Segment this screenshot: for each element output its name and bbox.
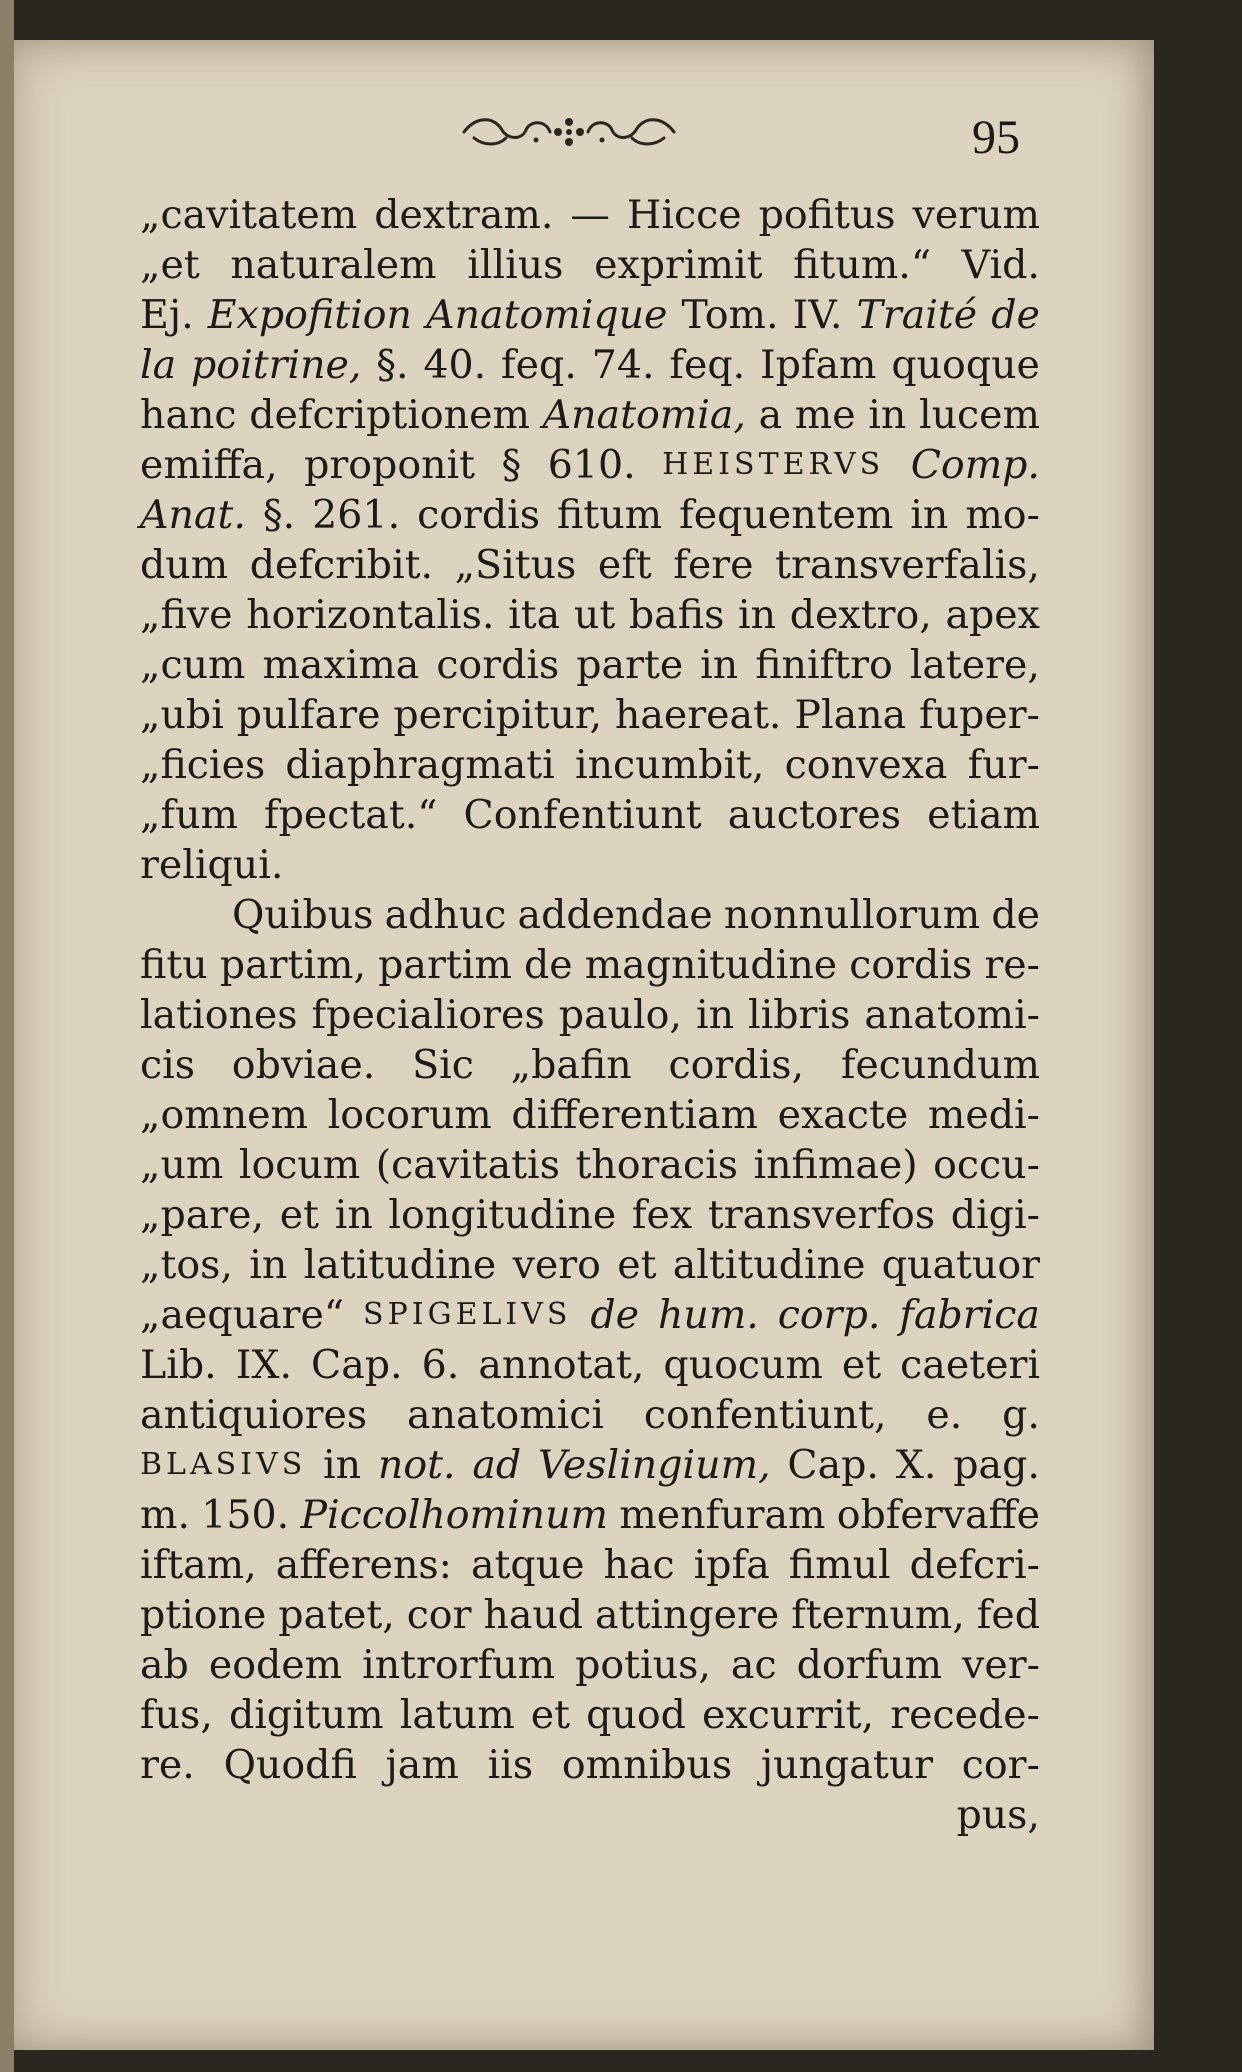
text-word: „pare, [140, 1192, 265, 1238]
text-word: infimae) [753, 1142, 918, 1188]
text-word: ad [472, 1442, 522, 1488]
text-word: „fum [140, 792, 238, 838]
text-word: etiam [927, 792, 1040, 838]
text-word: hum. [657, 1292, 759, 1338]
text-word: ipfa [693, 1542, 770, 1588]
text-word: jam [385, 1742, 459, 1788]
text-word: fus, [140, 1692, 213, 1738]
text-word: pus, [956, 1792, 1040, 1838]
text-word: eft [597, 542, 652, 588]
text-word: obviae. [231, 1042, 376, 1088]
body-text [140, 190, 1040, 1840]
text-word: occu- [933, 1142, 1040, 1188]
text-word: haereat. [614, 692, 782, 738]
text-word: IV. [792, 292, 843, 338]
text-word: jungatur [760, 1742, 934, 1788]
text-word: §. [376, 342, 409, 388]
text-word: Ej. [140, 292, 194, 338]
text-word: paulo, [558, 992, 682, 1038]
text-word: pofitus [758, 192, 896, 238]
text-word: altitudine [672, 1242, 866, 1288]
text-word: 150. [201, 1492, 290, 1538]
text-word: magnitudine [584, 942, 838, 988]
text-word: introrfum [362, 1642, 556, 1688]
text-word: omnibus [561, 1742, 733, 1788]
text-word: digi- [950, 1192, 1040, 1238]
text-word: fimul [788, 1542, 891, 1588]
text-word: a [758, 392, 783, 438]
text-word: fitum.“ [793, 242, 932, 288]
text-word: recede- [890, 1692, 1040, 1738]
text-word: parte [576, 642, 684, 688]
text-line [140, 440, 1040, 490]
text-word: latum [399, 1692, 515, 1738]
text-word: exacte [777, 1092, 909, 1138]
text-line [140, 1590, 1040, 1640]
book-gutter [0, 0, 14, 2072]
text-word: digitum [229, 1692, 384, 1738]
text-word: hac [603, 1542, 675, 1588]
text-word: Ipfam [760, 342, 877, 388]
text-word: Plana [794, 692, 907, 738]
text-word: Quibus [232, 892, 374, 938]
text-word: cordis [417, 492, 541, 538]
text-word: convexa [784, 742, 948, 788]
text-word: de [523, 942, 573, 988]
text-word: atque [470, 1542, 585, 1588]
text-line [140, 1190, 1040, 1240]
text-word: fecundum [840, 1042, 1040, 1088]
text-word: hanc [140, 392, 237, 438]
text-word: 74. [591, 342, 655, 388]
text-word: fed [976, 1592, 1040, 1638]
text-word: cor- [961, 1742, 1040, 1788]
text-word: reliqui. [140, 842, 284, 888]
text-line [140, 1640, 1040, 1690]
text-word: X. [895, 1442, 937, 1488]
text-word: exprimit [594, 242, 763, 288]
text-line [140, 1690, 1040, 1740]
text-word: de [991, 292, 1040, 338]
text-word: corp. [777, 1292, 881, 1338]
text-word: BLASIVS [140, 1447, 307, 1482]
text-line [140, 540, 1040, 590]
text-word: (cavitatis [375, 1142, 560, 1188]
text-word: in [334, 1192, 373, 1238]
text-word: e. [926, 1392, 963, 1438]
text-word: iftam, [140, 1542, 257, 1588]
text-word: percipitur, [393, 692, 603, 738]
text-word: transverfos [707, 1192, 936, 1238]
text-word: patet, [278, 1592, 395, 1638]
text-word: iis [487, 1742, 534, 1788]
text-word: vero [512, 1242, 601, 1288]
text-word: cis [140, 1042, 196, 1088]
text-word: haud [483, 1592, 584, 1638]
text-word: fitum [557, 492, 663, 538]
text-word: Lib. [140, 1342, 217, 1388]
text-line [140, 1440, 1040, 1490]
page-number: 95 [972, 111, 1020, 164]
text-word: re. [140, 1742, 195, 1788]
text-word: locorum [327, 1092, 492, 1138]
text-word: ab [140, 1642, 189, 1688]
text-line [140, 940, 1040, 990]
text-word: — [570, 192, 610, 238]
text-word: dextro, [789, 592, 932, 638]
text-word: Expofition [207, 292, 412, 338]
text-word: „cum [140, 642, 246, 688]
text-word: §. [262, 492, 296, 538]
text-word: Comp. [910, 442, 1040, 488]
text-word: excurrit, [702, 1692, 875, 1738]
text-line [140, 1140, 1040, 1190]
text-line [140, 290, 1040, 340]
book-page [14, 40, 1154, 2050]
text-line [140, 790, 1040, 840]
text-line [140, 1740, 1040, 1790]
text-word: 610. [547, 442, 636, 488]
text-word: Vid. [961, 242, 1040, 288]
text-word: fternum, [791, 1592, 965, 1638]
text-line [140, 990, 1040, 1040]
text-word: naturalem [230, 242, 437, 288]
text-line [140, 1490, 1040, 1540]
text-word: finiftro [755, 642, 893, 688]
text-word: fuper- [919, 692, 1040, 738]
text-line [140, 640, 1040, 690]
text-line [140, 890, 1040, 940]
text-line [140, 1090, 1040, 1140]
text-line [140, 1340, 1040, 1390]
text-word: Anat. [140, 492, 246, 538]
text-word: dextram. [374, 192, 554, 238]
text-word: pulfare [236, 692, 381, 738]
text-word: § [501, 442, 522, 488]
text-word: „aequare“ [140, 1292, 345, 1338]
text-word: dum [140, 542, 229, 588]
text-word: la [140, 342, 177, 388]
text-line [140, 1240, 1040, 1290]
text-word: caeteri [900, 1342, 1040, 1388]
text-word: ita [508, 592, 561, 638]
text-line [140, 490, 1040, 540]
text-word: in [249, 1242, 288, 1288]
text-word: illius [467, 242, 564, 288]
text-word: eodem [208, 1642, 343, 1688]
text-word: obfervaffe [836, 1492, 1040, 1538]
text-word: ptione [140, 1592, 267, 1638]
text-word: Quodfi [223, 1742, 357, 1788]
text-word: diaphragmati [285, 742, 555, 788]
text-word: emiffa, [140, 442, 278, 488]
text-word: nonnullorum [723, 892, 981, 938]
text-line [140, 1390, 1040, 1440]
text-word: SPIGELIVS [363, 1297, 572, 1332]
text-word: „um [140, 1142, 224, 1188]
text-word: fitu [140, 942, 208, 988]
text-line [140, 1040, 1040, 1090]
text-word: anatomi- [864, 992, 1040, 1038]
text-word: menfuram [619, 1492, 826, 1538]
text-word: cordis [849, 942, 973, 988]
text-word: maxima [262, 642, 420, 688]
text-word: in [910, 492, 949, 538]
text-word: et [530, 1692, 571, 1738]
text-word: fur- [967, 742, 1040, 788]
text-word: bafis [628, 592, 725, 638]
text-word: defcriptionem [249, 392, 530, 438]
text-word: de [991, 892, 1040, 938]
text-word: partim [378, 942, 512, 988]
text-word: fequentem [679, 492, 894, 538]
text-word: fpecialiores [311, 992, 545, 1038]
text-word: defcri- [909, 1542, 1040, 1588]
ornament-icon [454, 108, 684, 154]
text-word: longitudine [388, 1192, 617, 1238]
text-word: potius, [575, 1642, 711, 1688]
text-line [140, 740, 1040, 790]
text-line [140, 190, 1040, 240]
text-word: latitudine [303, 1242, 497, 1288]
text-line [140, 390, 1040, 440]
text-word: lationes [140, 992, 298, 1038]
text-word: „cavitatem [140, 192, 358, 238]
text-word: 261. [312, 492, 401, 538]
text-word: latere, [909, 642, 1040, 688]
text-word: „five [140, 592, 233, 638]
text-word: pag. [953, 1442, 1040, 1488]
text-word: Veslingium, [537, 1442, 771, 1488]
text-word: dorfum [796, 1642, 943, 1688]
text-word: HEISTERVS [662, 447, 885, 482]
text-word: mo- [965, 492, 1040, 538]
text-line [140, 840, 1040, 890]
text-line [140, 590, 1040, 640]
text-word: et [617, 1242, 657, 1288]
text-word: ut [573, 592, 616, 638]
text-word: in [695, 992, 735, 1038]
text-word: feq. [669, 342, 746, 388]
text-word: re- [984, 942, 1040, 988]
text-word: fere [673, 542, 754, 588]
text-word: confentiunt, [643, 1392, 887, 1438]
text-word: Anatomia, [542, 392, 746, 438]
text-word: attingere [594, 1592, 780, 1638]
text-word: me [794, 392, 856, 438]
text-word: Anatomique [426, 292, 668, 338]
text-word: „omnem [140, 1092, 308, 1138]
text-word: Sic [412, 1042, 474, 1088]
text-word: Piccolhominum [300, 1492, 608, 1538]
text-word: verum [912, 192, 1040, 238]
text-word: thoracis [575, 1142, 738, 1188]
text-word: locum [238, 1142, 361, 1188]
text-word: horizontalis. [246, 592, 495, 638]
text-word: poitrine, [191, 342, 362, 388]
text-word: Cap. [787, 1442, 879, 1488]
text-word: 40. [423, 342, 487, 388]
text-word: adhuc [384, 892, 507, 938]
text-word: not. [377, 1442, 456, 1488]
text-word: antiquiores [140, 1392, 368, 1438]
text-word: incumbit, [574, 742, 765, 788]
text-word: 6. [421, 1342, 460, 1388]
text-word: proponit [304, 442, 476, 488]
text-word: in [700, 642, 739, 688]
text-word: differentiam [511, 1092, 758, 1138]
text-line [140, 340, 1040, 390]
text-word: ac [730, 1642, 777, 1688]
text-word: in [738, 592, 777, 638]
text-word: fpectat.“ [264, 792, 438, 838]
text-word: „tos, [140, 1242, 233, 1288]
text-word: anatomici [407, 1392, 605, 1438]
text-word: Tom. [681, 292, 779, 338]
text-word: transverfalis, [775, 542, 1040, 588]
text-word: „Situs [454, 542, 577, 588]
text-word: m. [140, 1492, 191, 1538]
text-word: „et [140, 242, 200, 288]
text-word: „ficies [140, 742, 266, 788]
text-word: et [841, 1342, 882, 1388]
text-word: in [868, 392, 907, 438]
text-word: annotat, [478, 1342, 645, 1388]
text-word: Traité [856, 292, 978, 338]
text-word: de [590, 1292, 640, 1338]
text-line [140, 690, 1040, 740]
text-word: lucem [918, 392, 1040, 438]
text-word: cor [406, 1592, 472, 1638]
text-word: partim, [219, 942, 367, 988]
text-word: quoque [891, 342, 1040, 388]
text-line [140, 1540, 1040, 1590]
text-word: libris [748, 992, 851, 1038]
text-word: in [323, 1442, 362, 1488]
text-word: „bafin [510, 1042, 632, 1088]
text-word: Hicce [626, 192, 742, 238]
text-word: et [279, 1192, 320, 1238]
text-word: apex [945, 592, 1040, 638]
text-word: auctores [727, 792, 902, 838]
text-word: medi- [927, 1092, 1040, 1138]
text-word: quod [586, 1692, 686, 1738]
text-line [140, 240, 1040, 290]
text-word: quatuor [881, 1242, 1040, 1288]
text-word: g. [1002, 1392, 1040, 1438]
text-word: cordis [436, 642, 560, 688]
text-line [140, 1290, 1040, 1340]
text-word: fex [631, 1192, 693, 1238]
text-word: afferens: [275, 1542, 452, 1588]
text-word: Confentiunt [463, 792, 702, 838]
text-word: quocum [663, 1342, 823, 1388]
text-line [140, 1790, 1040, 1840]
text-word: feq. [501, 342, 577, 388]
text-word: IX. [235, 1342, 292, 1388]
text-word: addendae [517, 892, 713, 938]
text-word: „ubi [140, 692, 224, 738]
text-word: cordis, [668, 1042, 805, 1088]
text-word: defcribit. [249, 542, 434, 588]
text-word: ver- [962, 1642, 1040, 1688]
text-word: Cap. [311, 1342, 403, 1388]
text-word: fabrica [899, 1292, 1040, 1338]
